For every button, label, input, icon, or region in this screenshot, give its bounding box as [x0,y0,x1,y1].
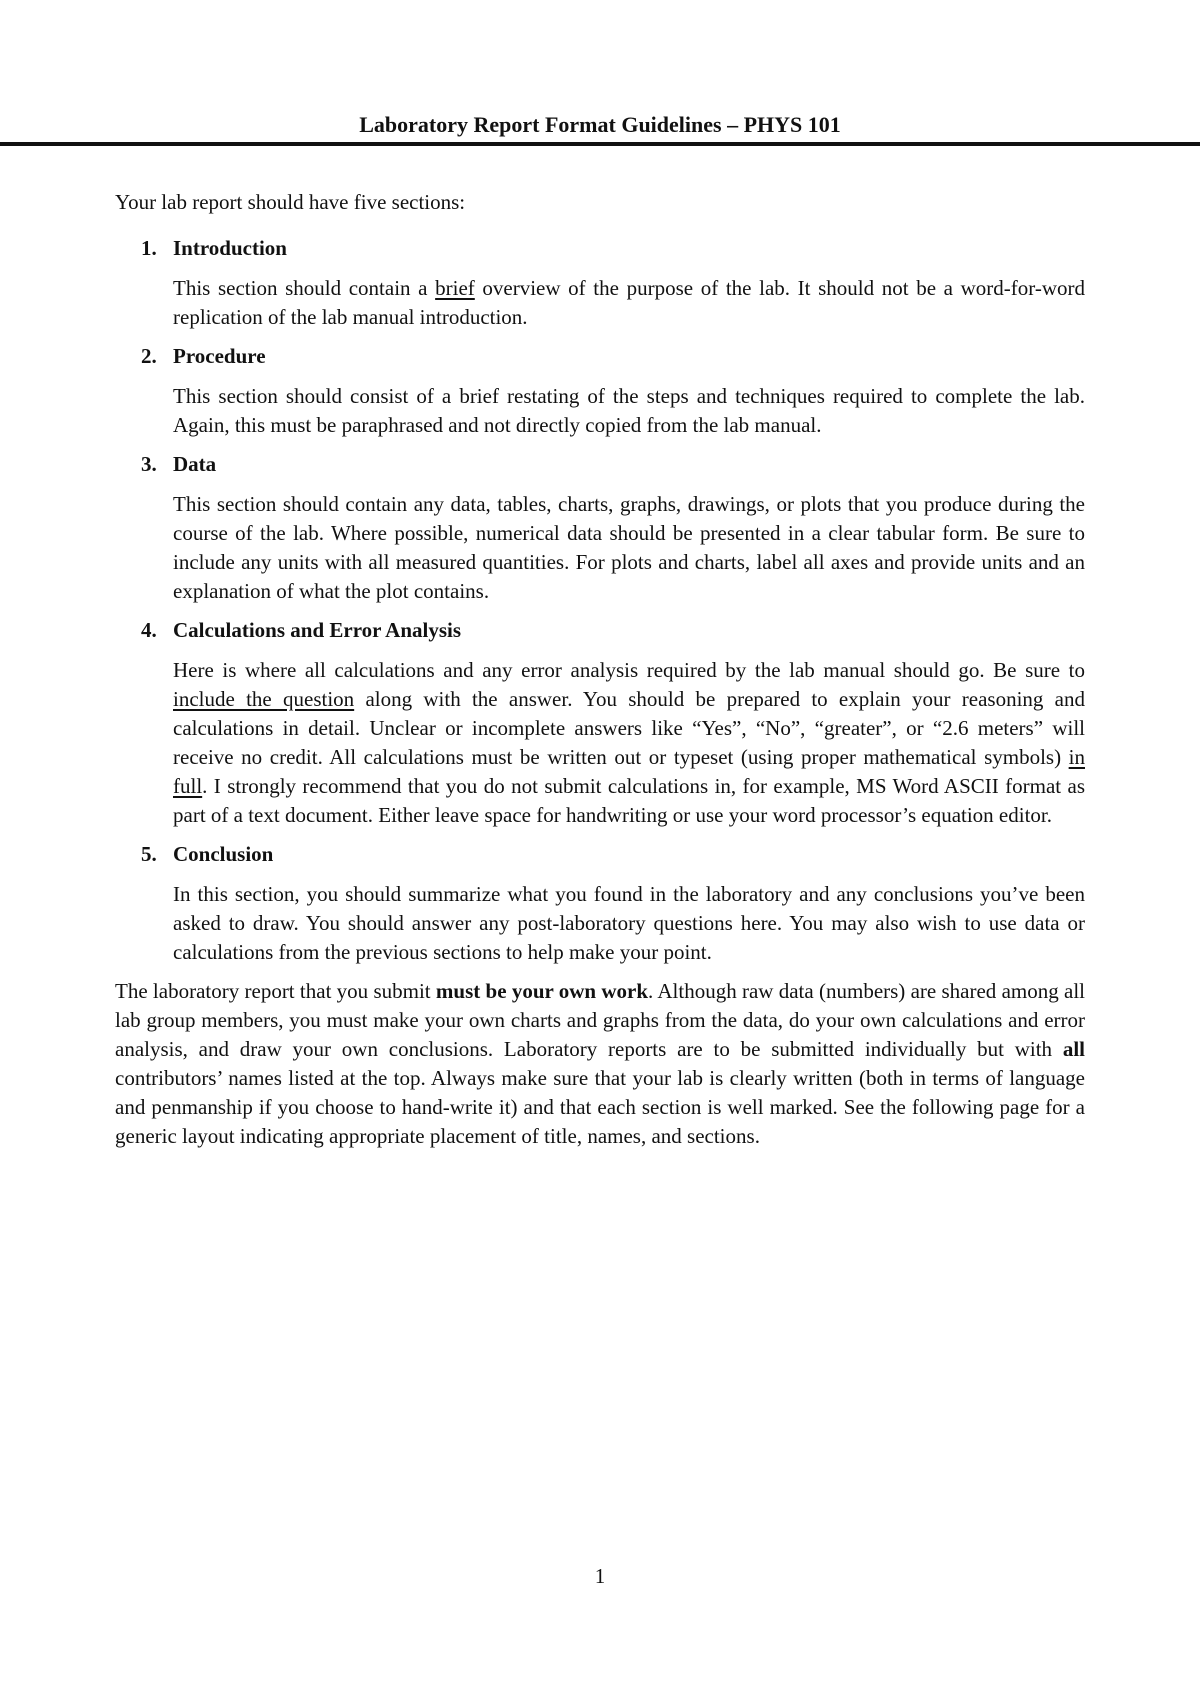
page-number: 1 [594,1564,606,1588]
text-run: . Although raw data (numbers) are shared among all lab group members, you must make your own charts and graphs from the data, do your own calculations and error analysis, and draw your own conclusions. Laboratory reports are to be submitted individually but with [115,979,1085,1061]
text-run: Here is where all calculations and any error analysis required by the lab manual should go. Be sure to [173,658,1085,682]
text-run: This section should contain a [173,276,436,300]
section-number: 4. [141,618,157,642]
underlined-text: in full [173,745,1085,798]
text-run: contributors’ names listed at the top. Always make sure that your lab is clearly written (both in terms of language and penmanship if you choose to hand-write it) and that each section is well marked. See the following page for a generic layout indicating appropriate placement of title, names, and sections. [115,1066,1085,1148]
section-heading: Procedure [173,344,266,368]
document-body [115,188,1085,1151]
section-body: In this section, you should summarize what you found in the laboratory and any conclusions you’ve been asked to draw. You should answer any post-laboratory questions here. You may also wish to use data or calculations from the previous sections to help make your point. [173,882,1085,964]
section-conclusion [115,840,1085,967]
section-data [115,450,1085,606]
section-number: 5. [141,842,157,866]
page-title: Laboratory Report Format Guidelines – PHYS 101 [359,112,841,137]
text-run: overview of the purpose of the lab. It should not be a word-for-word replication of the lab manual introduction. [173,276,1085,329]
section-body: This section should consist of a brief restating of the steps and techniques required to complete the lab. Again, this must be paraphrased and not directly copied from the lab manual. [173,384,1085,437]
header-rule [0,142,1200,146]
section-introduction [115,234,1085,332]
section-body [173,656,1085,830]
section-heading: Conclusion [173,842,274,866]
intro-text: Your lab report should have five sections: [115,190,466,214]
section-body [173,274,1085,332]
section-number: 1. [141,236,157,260]
section-list [115,234,1085,967]
section-number: 3. [141,452,157,476]
section-heading: Introduction [173,236,287,260]
text-run: The laboratory report that you submit [115,979,436,1003]
text-run: along with the answer. You should be prepared to explain your reasoning and calculations in detail. Unclear or incomplete answers like “Yes”, “No”, “greater”, or “2.6 meters” will receive no credit. All calculations must be written out or typeset (using proper mathematical symbols) [173,687,1085,769]
section-heading: Calculations and Error Analysis [173,618,462,642]
section-heading: Data [173,452,217,476]
section-body: This section should contain any data, tables, charts, graphs, drawings, or plots that you produce during the course of the lab. Where possible, numerical data should be presented in a clear tabular form. Be sure to include any units with all measured quantities. For plots and charts, label all axes and provide units and an explanation of what the plot contains. [173,492,1085,603]
text-run: . I strongly recommend that you do not submit calculations in, for example, MS Word ASCII format as part of a text document. Either leave space for handwriting or use your word processor’s equation editor. [173,774,1085,827]
underlined-text: brief [435,276,475,300]
section-calculations [115,616,1085,830]
emphasized-text: all [1062,1037,1085,1061]
emphasized-text: must be your own work [435,979,648,1003]
section-number: 2. [141,344,157,368]
closing-paragraph [115,977,1085,1151]
section-procedure [115,342,1085,440]
underlined-text: include the question [173,687,355,711]
